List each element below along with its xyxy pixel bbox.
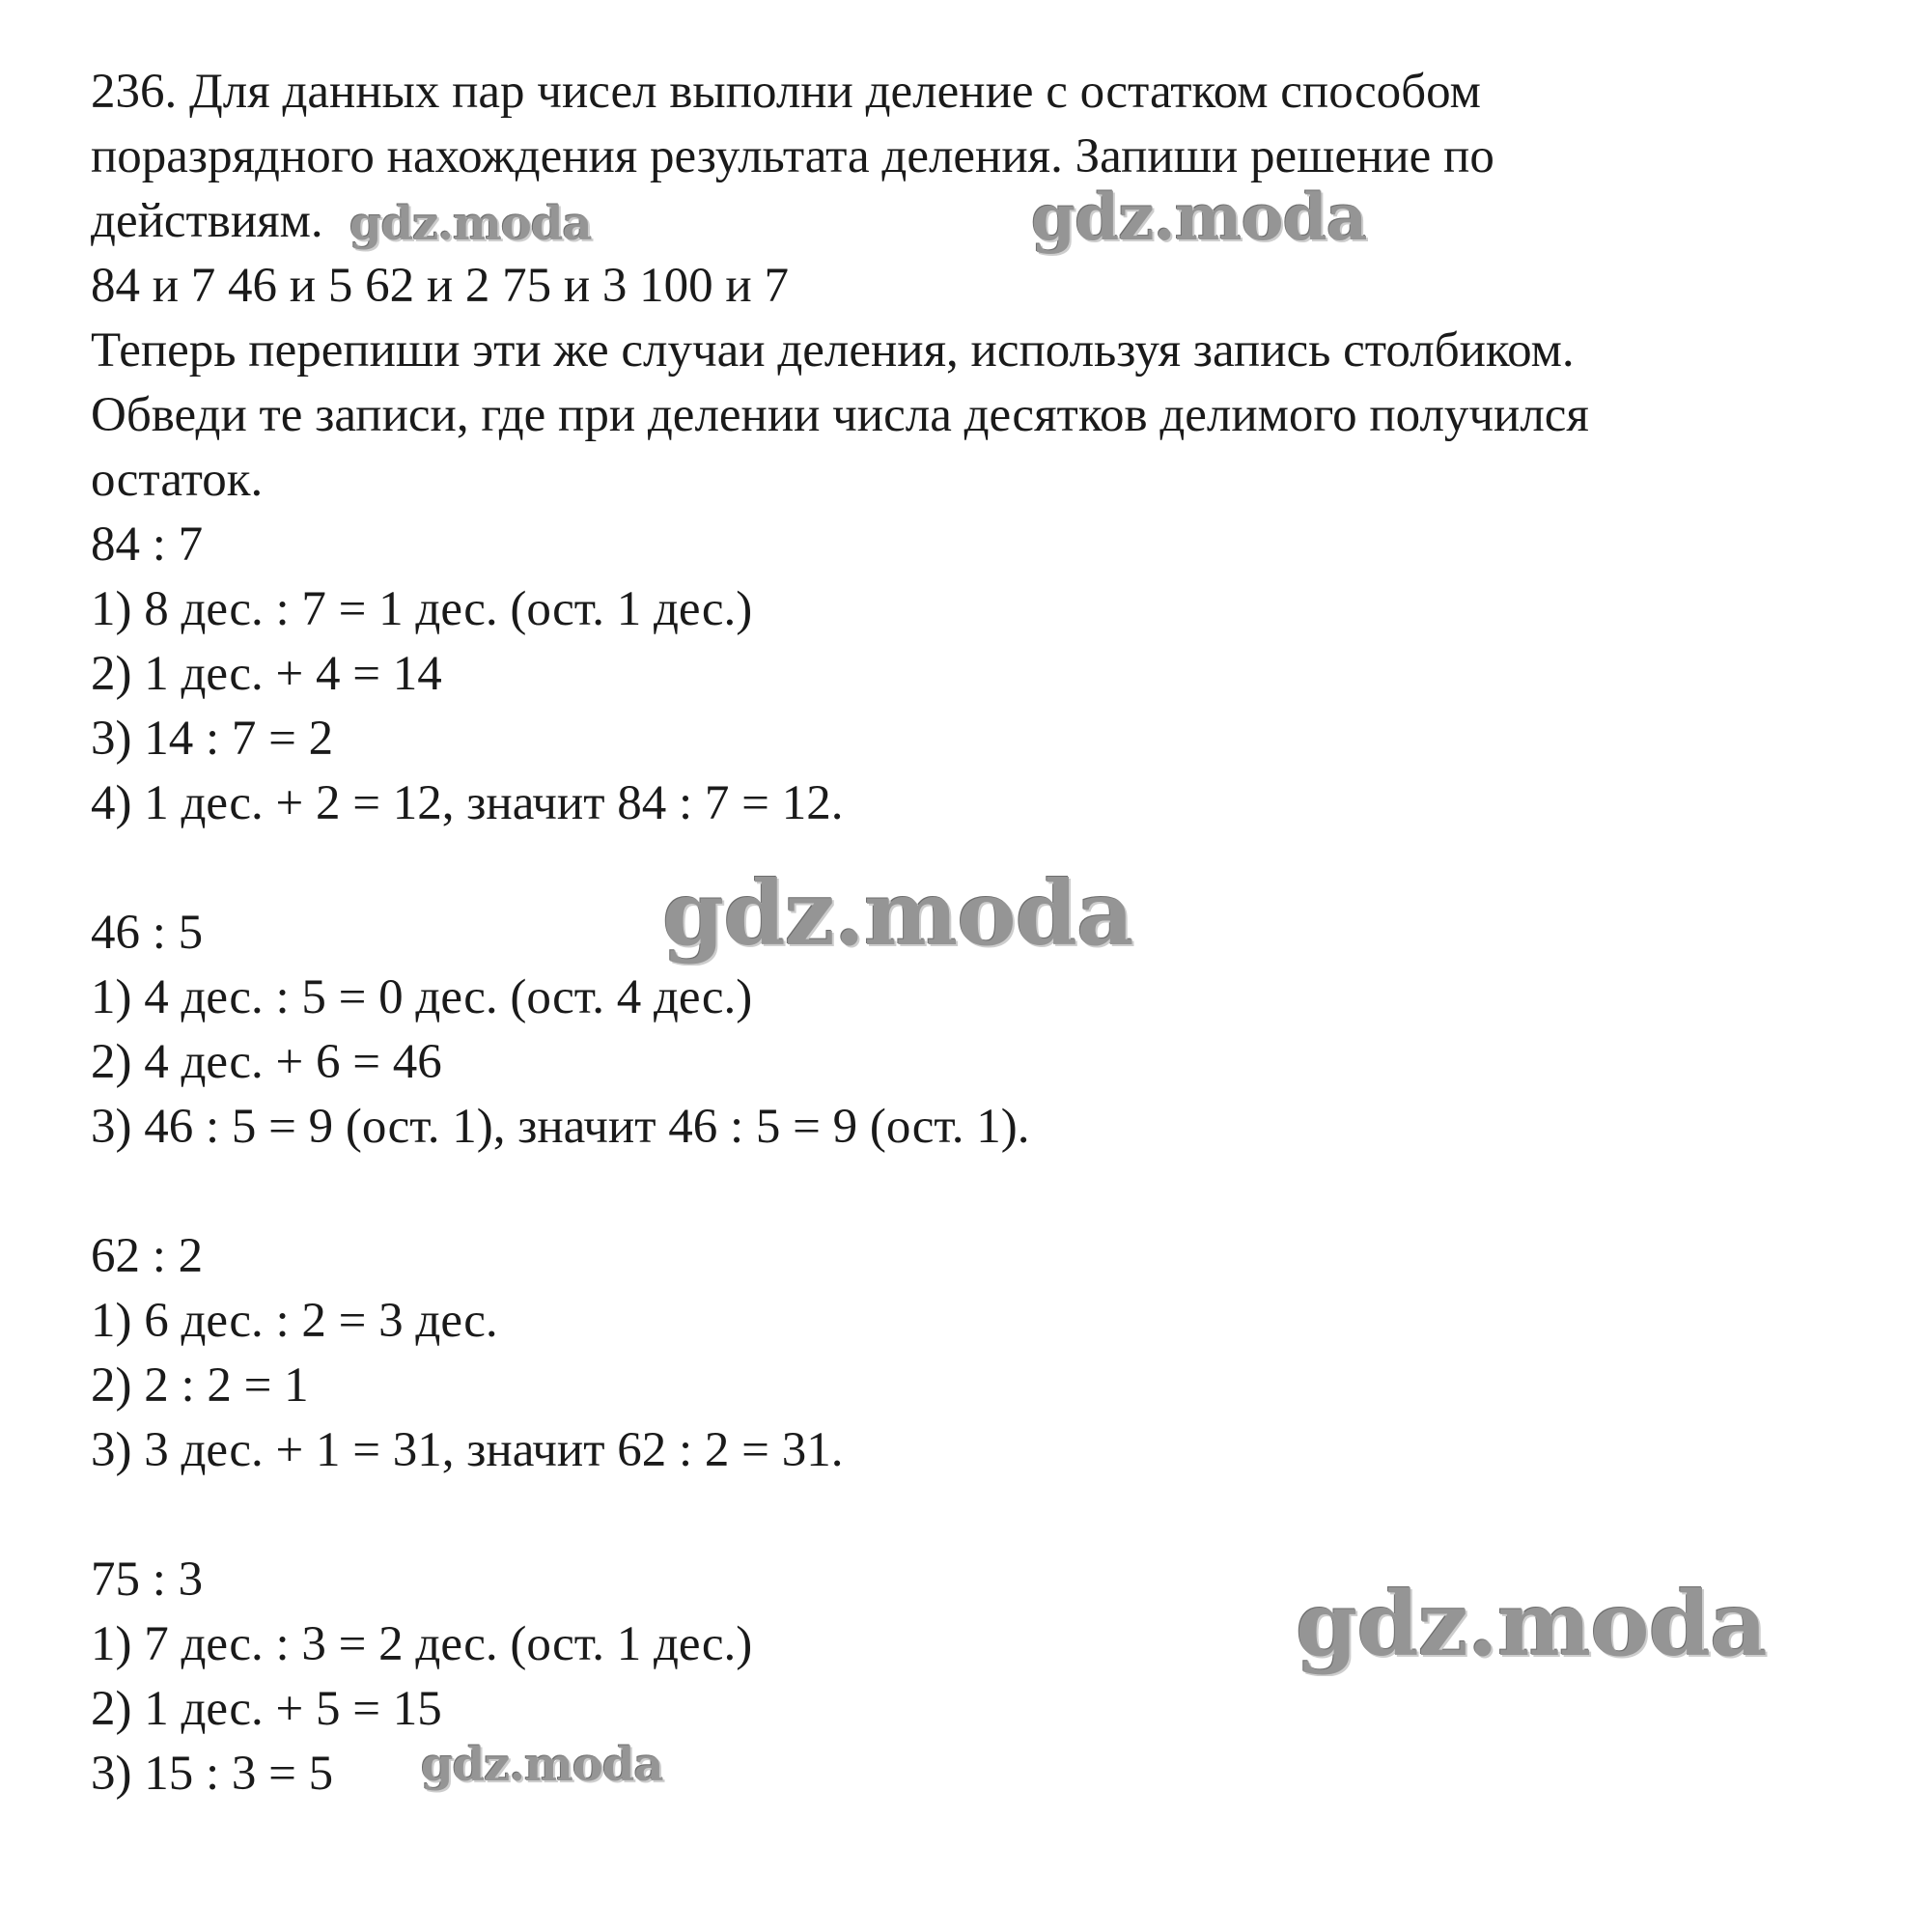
solution-title: 75 : 3 [91, 1553, 204, 1607]
solution-step: 2) 4 дес. + 6 = 46 [91, 1035, 442, 1089]
solution-62-2 [91, 1224, 1906, 1483]
problem-line: действиям. [91, 194, 323, 248]
solution-step: 3) 46 : 5 = 9 (ост. 1), значит 46 : 5 = 9 (ост. 1). [91, 1100, 1030, 1154]
problem-line: остаток. [91, 453, 264, 507]
watermark: gdz.moda [1031, 180, 1367, 255]
watermark: gdz.moda [1296, 1572, 1767, 1676]
number-pairs: 84 и 7 46 и 5 62 и 2 75 и 3 100 и 7 [91, 259, 789, 313]
watermark: gdz.moda [421, 1738, 663, 1792]
solution-step: 1) 4 дес. : 5 = 0 дес. (ост. 4 дес.) [91, 970, 753, 1024]
spacer [91, 1160, 1906, 1224]
problem-statement [91, 60, 1906, 513]
solution-step: 2) 1 дес. + 4 = 14 [91, 647, 442, 701]
solution-step: 3) 15 : 3 = 5 [91, 1747, 334, 1801]
problem-line: Обведи те записи, где при делении числа десятков делимого получился [91, 388, 1589, 442]
solution-step: 1) 8 дес. : 7 = 1 дес. (ост. 1 дес.) [91, 582, 753, 636]
watermark: gdz.moda [662, 861, 1133, 966]
solution-step: 3) 3 дес. + 1 = 31, значит 62 : 2 = 31. [91, 1423, 844, 1477]
solution-title: 62 : 2 [91, 1229, 204, 1283]
solution-step: 3) 14 : 7 = 2 [91, 712, 334, 766]
watermark: gdz.moda [349, 197, 592, 251]
solution-step: 4) 1 дес. + 2 = 12, значит 84 : 7 = 12. [91, 776, 844, 830]
problem-line: 236. Для данных пар чисел выполни деление с остатком способом [91, 65, 1481, 119]
problem-line: поразрядного нахождения результата деления. Запиши решение по [91, 129, 1494, 183]
solution-step: 2) 1 дес. + 5 = 15 [91, 1682, 442, 1736]
solution-title: 84 : 7 [91, 518, 204, 572]
solution-84-7 [91, 513, 1906, 836]
solution-step: 2) 2 : 2 = 1 [91, 1358, 309, 1413]
solution-step: 1) 7 дес. : 3 = 2 дес. (ост. 1 дес.) [91, 1617, 753, 1671]
solution-title: 46 : 5 [91, 906, 204, 960]
spacer [91, 1483, 1906, 1548]
solution-step: 1) 6 дес. : 2 = 3 дес. [91, 1294, 498, 1348]
problem-line: Теперь перепиши эти же случаи деления, используя запись столбиком. [91, 323, 1575, 378]
